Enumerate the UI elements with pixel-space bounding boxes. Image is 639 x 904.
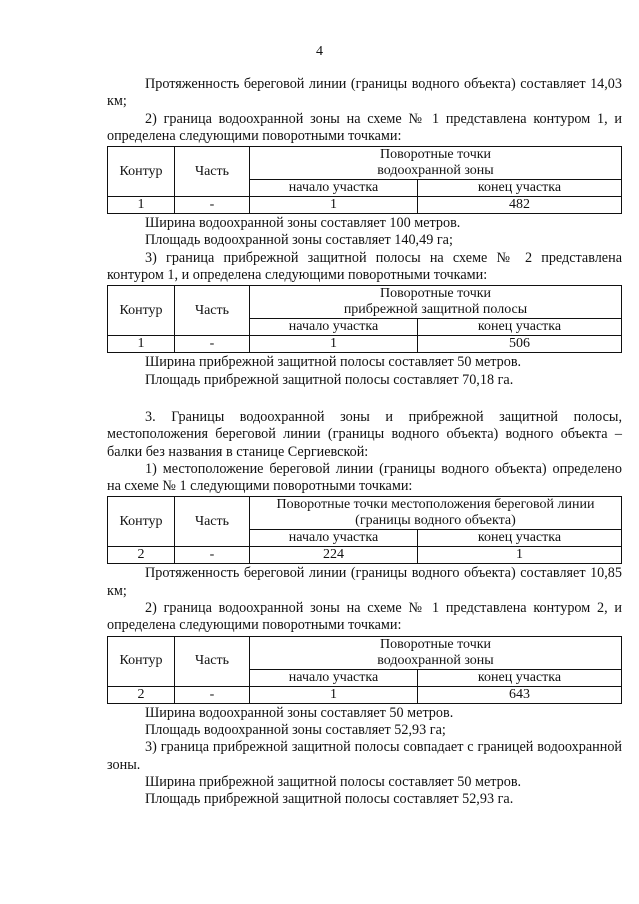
header-contour: Контур: [108, 497, 175, 547]
table-protective-strip-points-1: [107, 285, 622, 353]
cell-part: -: [175, 547, 250, 564]
cell-end: 643: [418, 686, 622, 703]
cell-contour: 2: [108, 547, 175, 564]
header-contour: Контур: [108, 286, 175, 336]
cell-contour: 1: [108, 197, 175, 214]
cell-end: 482: [418, 197, 622, 214]
header-contour: Контур: [108, 147, 175, 197]
cell-end: 506: [418, 336, 622, 353]
cell-part: -: [175, 336, 250, 353]
header-points: Поворотные точки местоположения береговой линии (границы водного объекта): [250, 497, 622, 530]
cell-start: 1: [250, 336, 418, 353]
cell-contour: 1: [108, 336, 175, 353]
paragraph: Площадь прибрежной защитной полосы составляет 70,18 га.: [145, 371, 514, 388]
header-start: начало участка: [250, 319, 418, 336]
paragraph: 3) граница прибрежной защитной полосы на схеме № 2 представлена контуром 1, и определена следующими поворотными точками:: [107, 249, 622, 284]
table-shoreline-points-2: [107, 496, 622, 564]
paragraph: Ширина водоохранной зоны составляет 100 метров.: [145, 215, 461, 232]
cell-part: -: [175, 686, 250, 703]
header-start: начало участка: [250, 530, 418, 547]
header-part: Часть: [175, 147, 250, 197]
table-row: [108, 547, 622, 564]
paragraph: 3. Границы водоохранной зоны и прибрежной защитной полосы, местоположения береговой линии (границы водного объекта) водного объекта – балки без названия в станице Сергиевской:: [107, 408, 622, 460]
header-end: конец участка: [418, 180, 622, 197]
cell-contour: 2: [108, 686, 175, 703]
table-row: [108, 336, 622, 353]
header-start: начало участка: [250, 180, 418, 197]
paragraph: Площадь водоохранной зоны составляет 140,49 га;: [145, 232, 453, 249]
header-part: Часть: [175, 636, 250, 686]
page-number: 4: [316, 44, 323, 59]
header-part: Часть: [175, 497, 250, 547]
header-end: конец участка: [418, 669, 622, 686]
header-end: конец участка: [418, 530, 622, 547]
cell-start: 1: [250, 197, 418, 214]
paragraph: Ширина прибрежной защитной полосы составляет 50 метров.: [145, 354, 522, 371]
table-row: [108, 686, 622, 703]
header-end: конец участка: [418, 319, 622, 336]
paragraph: 1) местоположение береговой линии (границы водного объекта) определено на схеме № 1 следующими поворотными точками:: [107, 460, 622, 495]
header-points: Поворотные точки прибрежной защитной полосы: [250, 286, 622, 319]
table-row: [108, 197, 622, 214]
cell-end: 1: [418, 547, 622, 564]
paragraph: 2) граница водоохранной зоны на схеме № 1 представлена контуром 2, и определена следующими поворотными точками:: [107, 600, 622, 634]
cell-start: 1: [250, 686, 418, 703]
paragraph: Площадь водоохранной зоны составляет 52,93 га;: [145, 721, 446, 738]
header-contour: Контур: [108, 636, 175, 686]
table-shoreline-points-1: [107, 146, 622, 214]
header-part: Часть: [175, 286, 250, 336]
paragraph: Ширина прибрежной защитной полосы составляет 50 метров.: [145, 773, 522, 790]
paragraph: Площадь прибрежной защитной полосы составляет 52,93 га.: [145, 791, 514, 808]
paragraph: Протяженность береговой линии (границы водного объекта) составляет 14,03 км;: [107, 76, 622, 110]
table-water-zone-points-2: [107, 636, 622, 704]
paragraph: 3) граница прибрежной защитной полосы совпадает с границей водоохранной зоны.: [107, 739, 622, 773]
cell-part: -: [175, 197, 250, 214]
paragraph: Протяженность береговой линии (границы водного объекта) составляет 10,85 км;: [107, 565, 622, 599]
header-points: Поворотные точки водоохранной зоны: [250, 636, 622, 669]
paragraph: 2) граница водоохранной зоны на схеме № 1 представлена контуром 1, и определена следующими поворотными точками:: [107, 110, 622, 144]
header-start: начало участка: [250, 669, 418, 686]
header-points: Поворотные точки водоохранной зоны: [250, 147, 622, 180]
document-body: [107, 76, 622, 808]
paragraph: Ширина водоохранной зоны составляет 50 метров.: [145, 704, 454, 721]
section-spacer: [107, 389, 622, 409]
cell-start: 224: [250, 547, 418, 564]
